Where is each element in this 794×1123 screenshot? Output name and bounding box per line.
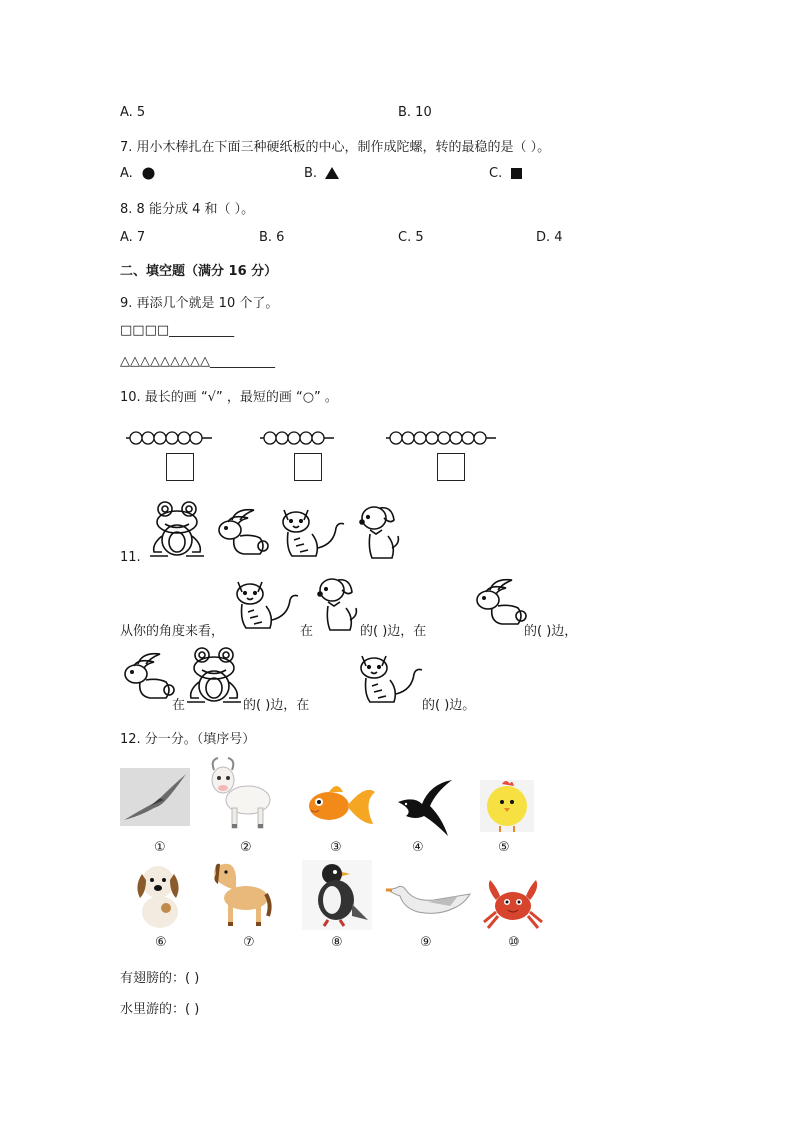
bead [264,432,276,444]
label-10: ⑩ [508,935,520,950]
answer-box-1[interactable] [166,453,194,481]
bead [462,432,474,444]
label-4: ④ [412,840,424,855]
answer-box-3[interactable] [437,453,465,481]
dog-icon [356,504,402,562]
label-5: ⑤ [498,840,510,855]
dog-icon [134,864,186,930]
bead [414,432,426,444]
bead-strings [0,0,794,500]
q7-option-a-label: A. [120,166,133,181]
bead [450,432,462,444]
cat-icon [356,650,424,706]
rabbit-icon [472,576,528,628]
q7-option-c-label: C. [489,166,503,181]
q11-blank-4[interactable]: 的( )边。 [422,698,476,713]
bead [130,432,142,444]
q11-blank-3[interactable]: 的( )边，在 [243,698,310,713]
bead [438,432,450,444]
q9-stem: 9. 再添几个就是 10 个了。 [120,296,279,311]
frog-icon [148,500,206,560]
bead [190,432,202,444]
goldfish-icon [305,780,377,832]
wings-answer[interactable]: 有翅膀的：( ) [120,971,200,986]
q11-number: 11. [120,550,141,565]
rabbit-icon [214,506,270,558]
q9-row2: △△△△△△△△△__________ [120,354,275,369]
bead [154,432,166,444]
dog-icon [314,576,360,634]
rabbit-icon [120,650,176,702]
swallow-icon [396,778,452,838]
bead [390,432,402,444]
bead [288,432,300,444]
q8-option-b: B. 6 [259,230,285,245]
section-title: 二、填空题（满分 16 分） [120,264,278,279]
pigeon-icon [302,860,372,930]
q6-option-a: A. 5 [120,105,146,120]
q11-line1-prefix: 从你的角度来看， [120,624,225,639]
bead [276,432,288,444]
goose-icon [384,880,474,920]
q9-row1: □□□□__________ [120,323,235,338]
crab-icon [480,876,546,930]
cat-icon [278,504,346,560]
label-9: ⑨ [420,935,432,950]
bead [312,432,324,444]
seagull-icon [120,768,190,826]
answer-box-2[interactable] [294,453,322,481]
q12-stem: 12. 分一分。（填序号） [120,732,256,747]
bead [142,432,154,444]
chick-icon [480,780,534,832]
swim-answer[interactable]: 水里游的：( ) [120,1002,200,1017]
q8-option-d: D. 4 [536,230,563,245]
bead [300,432,312,444]
q11-zai-1: 在 [300,624,314,639]
q11-zai-2: 在 [172,698,186,713]
bead [178,432,190,444]
label-8: ⑧ [331,935,343,950]
q8-stem: 8. 8 能分成 4 和（ ）。 [120,202,255,217]
q8-option-c: C. 5 [398,230,424,245]
frog-icon [185,646,243,706]
label-3: ③ [330,840,342,855]
q11-blank-2[interactable]: 的( )边， [524,624,578,639]
q6-option-b: B. 10 [398,105,432,120]
bead [166,432,178,444]
q7-option-b-label: B. [304,166,318,181]
label-6: ⑥ [155,935,167,950]
q10-stem: 10. 最长的画 “√” ，最短的画 “○” 。 [120,390,338,405]
goat-icon [206,758,272,830]
bead [402,432,414,444]
q8-option-a: A. 7 [120,230,146,245]
bead [474,432,486,444]
cat-icon [232,576,300,632]
q7-stem: 7. 用小木棒扎在下面三种硬纸板的中心，制作成陀螺，转的最稳的是（ ）。 [120,140,551,155]
label-1: ① [154,840,166,855]
label-7: ⑦ [243,935,255,950]
q11-blank-1[interactable]: 的( )边，在 [360,624,427,639]
bead [426,432,438,444]
horse-icon [206,860,272,928]
label-2: ② [240,840,252,855]
